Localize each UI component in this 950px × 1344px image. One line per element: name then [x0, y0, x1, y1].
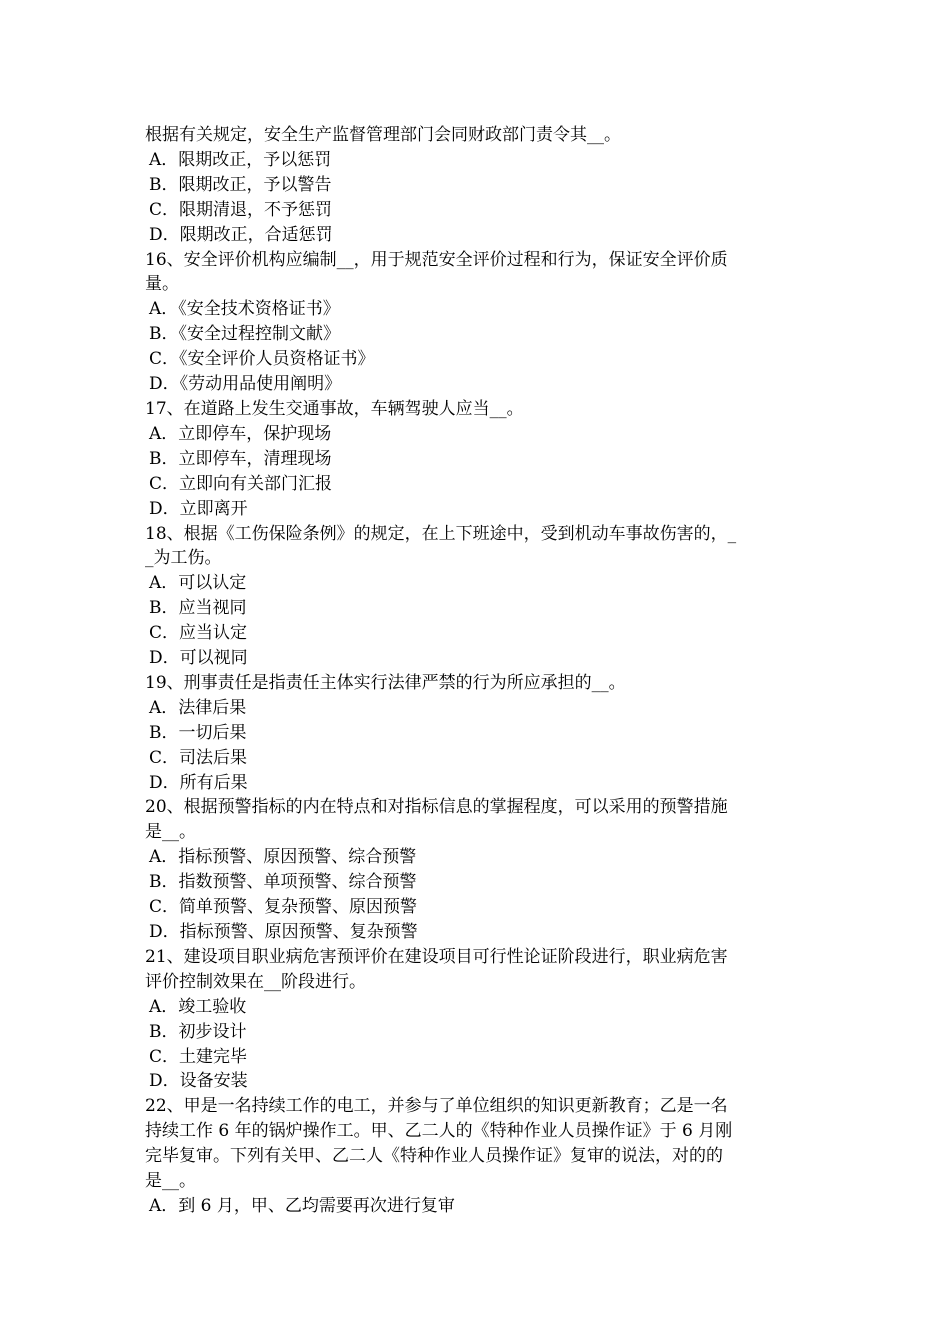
- option-line: B．限期改正，予以警告: [149, 174, 332, 195]
- question-line: _为工伤。: [145, 548, 222, 569]
- option-line: C．《安全评价人员资格证书》: [149, 349, 375, 370]
- question-line: 根据有关规定，安全生产监督管理部门会同财政部门责令其__。: [145, 125, 621, 145]
- option-line: A．立即停车，保护现场: [149, 423, 332, 444]
- document-body: [145, 123, 810, 1219]
- option-line: A．法律后果: [149, 697, 247, 718]
- option-line: C．应当认定: [149, 623, 248, 644]
- question-line: 持续工作 6 年的锅炉操作工。甲、乙二人的《特种作业人员操作证》于 6 月刚: [145, 1121, 733, 1142]
- question-line: 16、安全评价机构应编制__，用于规范安全评价过程和行为，保证安全评价质: [145, 249, 728, 270]
- option-line: B．初步设计: [149, 1021, 247, 1042]
- question-line: 量。: [145, 274, 179, 295]
- question-line: 19、刑事责任是指责任主体实行法律严禁的行为所应承担的__。: [145, 672, 626, 693]
- option-line: B．立即停车，清理现场: [149, 448, 332, 469]
- option-line: D．《劳动用品使用阐明》: [149, 374, 342, 395]
- option-line: B．应当视同: [149, 598, 247, 619]
- option-line: D．指标预警、原因预警、复杂预警: [149, 922, 418, 942]
- option-line: A．指标预警、原因预警、综合预警: [149, 847, 417, 868]
- option-line: D．可以视同: [149, 648, 248, 669]
- option-line: B．指数预警、单项预警、综合预警: [149, 872, 417, 893]
- question-line: 18、根据《工伤保险条例》的规定，在上下班途中，受到机动车事故伤害的，_: [145, 523, 737, 544]
- option-line: C．简单预警、复杂预警、原因预警: [149, 897, 418, 918]
- option-line: C．土建完毕: [149, 1046, 248, 1067]
- option-line: B．一切后果: [149, 722, 247, 743]
- question-line: 20、根据预警指标的内在特点和对指标信息的掌握程度，可以采用的预警措施: [145, 797, 728, 818]
- question-line: 22、甲是一名持续工作的电工，并参与了单位组织的知识更新教育；乙是一名: [145, 1096, 728, 1117]
- option-line: C．限期清退，不予惩罚: [149, 199, 333, 220]
- question-line: 是__。: [145, 1171, 196, 1192]
- option-line: C．立即向有关部门汇报: [149, 473, 333, 494]
- option-line: A．可以认定: [149, 573, 247, 594]
- option-line: D．限期改正，合适惩罚: [149, 224, 333, 245]
- option-line: A．限期改正，予以惩罚: [149, 149, 332, 170]
- option-line: D．所有后果: [149, 772, 248, 793]
- option-line: A．《安全技术资格证书》: [149, 299, 340, 320]
- question-line: 21、建设项目职业病危害预评价在建设项目可行性论证阶段进行，职业病危害: [145, 946, 728, 967]
- question-line: 完毕复审。下列有关甲、乙二人《特种作业人员操作证》复审的说法，对的的: [145, 1146, 723, 1167]
- question-line: 是__。: [145, 822, 196, 843]
- option-line: C．司法后果: [149, 747, 248, 768]
- option-line: A．到 6 月，甲、乙均需要再次进行复审: [149, 1195, 455, 1216]
- option-line: B．《安全过程控制文献》: [149, 324, 340, 345]
- option-line: A．竣工验收: [149, 996, 247, 1017]
- option-line: D．设备安装: [149, 1071, 248, 1092]
- question-line: 17、在道路上发生交通事故，车辆驾驶人应当__。: [145, 398, 524, 419]
- question-line: 评价控制效果在__阶段进行。: [145, 971, 366, 992]
- option-line: D．立即离开: [149, 498, 248, 519]
